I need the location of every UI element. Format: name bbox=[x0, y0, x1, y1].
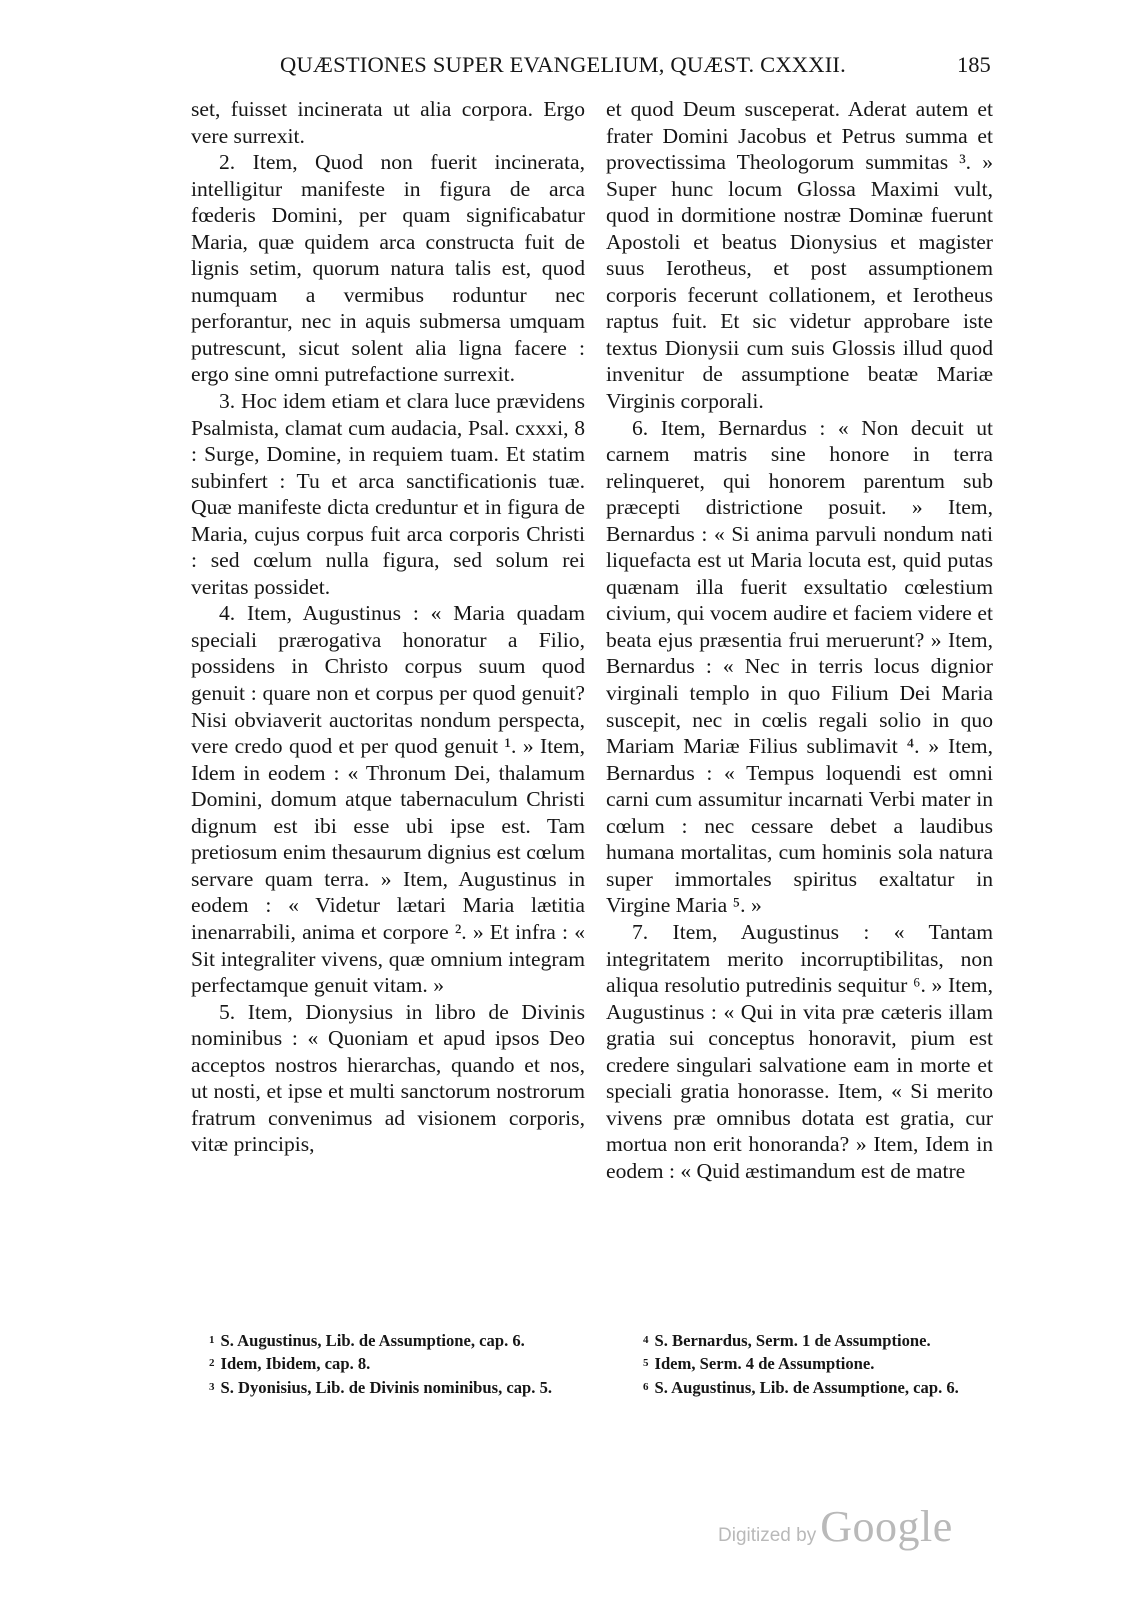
footnote-4 bbox=[625, 1329, 993, 1352]
running-title: QUÆSTIONES SUPER EVANGELIUM, QUÆST. CXXXII. bbox=[280, 52, 846, 77]
footnote-mark: 2 bbox=[209, 1357, 215, 1370]
footnote-2 bbox=[191, 1352, 585, 1375]
google-logo: Google bbox=[820, 1502, 953, 1551]
watermark-prefix: Digitized by bbox=[718, 1525, 817, 1546]
footnote-mark: 1 bbox=[209, 1334, 215, 1346]
paragraph-continuation: set, fuisset incinerata ut alia corpora. Ergo vere surrexit. bbox=[191, 97, 585, 148]
paragraph-5-continuation: et quod Deum susceperat. Aderat autem et frater Domini Jacobus et Petrus summa et provectissima Theologorum summitas ³. » Super hunc locum Glossa Maximi vult, quod in dormitione nostræ Dominæ fuerunt Apostoli et beatus Dionysius et magister suus Ierotheus, et post assumptionem corporis fecerunt collationem, et Ierotheus raptus fuit. Et sic videtur approbare iste textus Dionysii cum suis Glossis illud quod invenitur de assumptione beatæ Mariæ Virginis corporali. bbox=[606, 97, 993, 414]
paragraph-2: 2. Item, Quod non fuerit incinerata, intelligitur manifeste in figura de arca fœderis Domini, per quam significabatur Maria, quæ quidem arca constructa fuit de lignis setim, quorum natura talis est, quod numquam a vermibus roduntur nec perforantur, nec in aquis submersa umquam putrescunt, sicut solent alia ligna facere : ergo sine omni putrefactione surrexit. bbox=[191, 150, 585, 387]
digitized-watermark bbox=[718, 1501, 953, 1552]
footnote-1 bbox=[191, 1329, 585, 1352]
footnote-mark: 5 bbox=[643, 1357, 649, 1370]
left-column bbox=[191, 96, 585, 1158]
footnote-mark: 4 bbox=[643, 1334, 649, 1346]
paragraph-4: 4. Item, Augustinus : « Maria quadam speciali prærogativa honoratur a Filio, possidens in Christo corpus suum quod genuit : quare non et corpus per quod genuit? Nisi obviaverit auctoritas nondum perspecta, vere credo quod et per quod genuit ¹. » Item, Idem in eodem : « Thronum Dei, thalamum Domini, domum atque tabernaculum Christi dignum est ibi esse ubi ipse est. Tam pretiosum enim thesaurum dignius est cœlum servare quam terra. » Item, Augustinus in eodem : « Videtur lætari Maria lætitia inenarrabili, anima et corpore ². » Et infra : « Sit integraliter vivens, quæ omnium integram perfectamque genuit vitam. » bbox=[191, 601, 585, 998]
footnote-text: Idem, Ibidem, cap. 8. bbox=[220, 1354, 371, 1374]
footnote-text: Idem, Serm. 4 de Assumptione. bbox=[654, 1354, 875, 1374]
paragraph-6: 6. Item, Bernardus : « Non decuit ut carnem matris sine honore in terra relinqueret, qui honorem parentum sub præcepti districtione posuit. » Item, Bernardus : « Si anima parvuli nondum nati liquefacta est ut Maria locuta est, quid putas quænam illa fuerit exsultatio cœlestium civium, qui vocem audire et faciem videre et beata ejus præsentia frui meruerunt? » Item, Bernardus : « Nec in terris locus dignior virginali templo in quo Filium Dei Maria suscepit, nec in cœlis regali solio in quo Mariam Mariæ Filius sublimavit ⁴. » Item, Bernardus : « Tempus loquendi est omni carni cum assumitur incarnati Verbi mater in cœlum : nec cessare debet a laudibus humana mortalitas, cum hominis sola natura super immortales spiritus exaltatur in Virgine Maria ⁵. » bbox=[606, 415, 993, 918]
paragraph-5: 5. Item, Dionysius in libro de Divinis nominibus : « Quoniam et apud ipsos Deo acceptos nostros hierarchas, quando et nos, ut nosti, et ipse et multi sanctorum nostrorum fratrum convenimus ad visionem corporis, vitæ principis, bbox=[191, 999, 585, 1157]
footnote-mark: 3 bbox=[209, 1380, 215, 1393]
paragraph-7: 7. Item, Augustinus : « Tantam integritatem merito incorruptibilitas, non aliqua resolutio putredinis sequitur ⁶. » Item, Augustinus : « Qui in vita præ cæteris illam gratia sui conceptus honoravit, pium est credere singulari salvatione eam in morte et speciali gratia honorasse. Item, « Si merito vivens præ omnibus dotata est gratia, cur mortua non erit honoranda? » Item, Idem in eodem : « Quid æstimandum est de matre bbox=[606, 919, 993, 1183]
paragraph-3: 3. Hoc idem etiam et clara luce prævidens Psalmista, clamat cum audacia, Psal. cxxxi, 8 : Surge, Domine, in requiem tuam. Et statim subinfert : Tu et arca sanctificationis tuæ. Quæ manifeste dicta creduntur et in figura de Maria, cujus corpus fuit arca corporis Christi : sed cœlum nulla figura, sed solum rei veritas possidet. bbox=[191, 389, 585, 599]
page-number: 185 bbox=[957, 52, 991, 77]
footnotes-right bbox=[625, 1329, 993, 1399]
footnote-6 bbox=[625, 1376, 993, 1399]
footnotes-left bbox=[191, 1329, 585, 1399]
footnote-text: S. Bernardus, Serm. 1 de Assumptione. bbox=[654, 1331, 931, 1350]
footnote-mark: 6 bbox=[643, 1380, 649, 1393]
footnote-3 bbox=[191, 1376, 585, 1399]
right-column bbox=[606, 96, 993, 1184]
footnote-text: S. Augustinus, Lib. de Assumptione, cap. 6. bbox=[220, 1331, 525, 1350]
footnote-text: S. Augustinus, Lib. de Assumptione, cap. 6. bbox=[654, 1377, 959, 1397]
footnote-5 bbox=[625, 1352, 993, 1375]
footnote-text: S. Dyonisius, Lib. de Divinis nominibus, cap. 5. bbox=[220, 1377, 553, 1397]
